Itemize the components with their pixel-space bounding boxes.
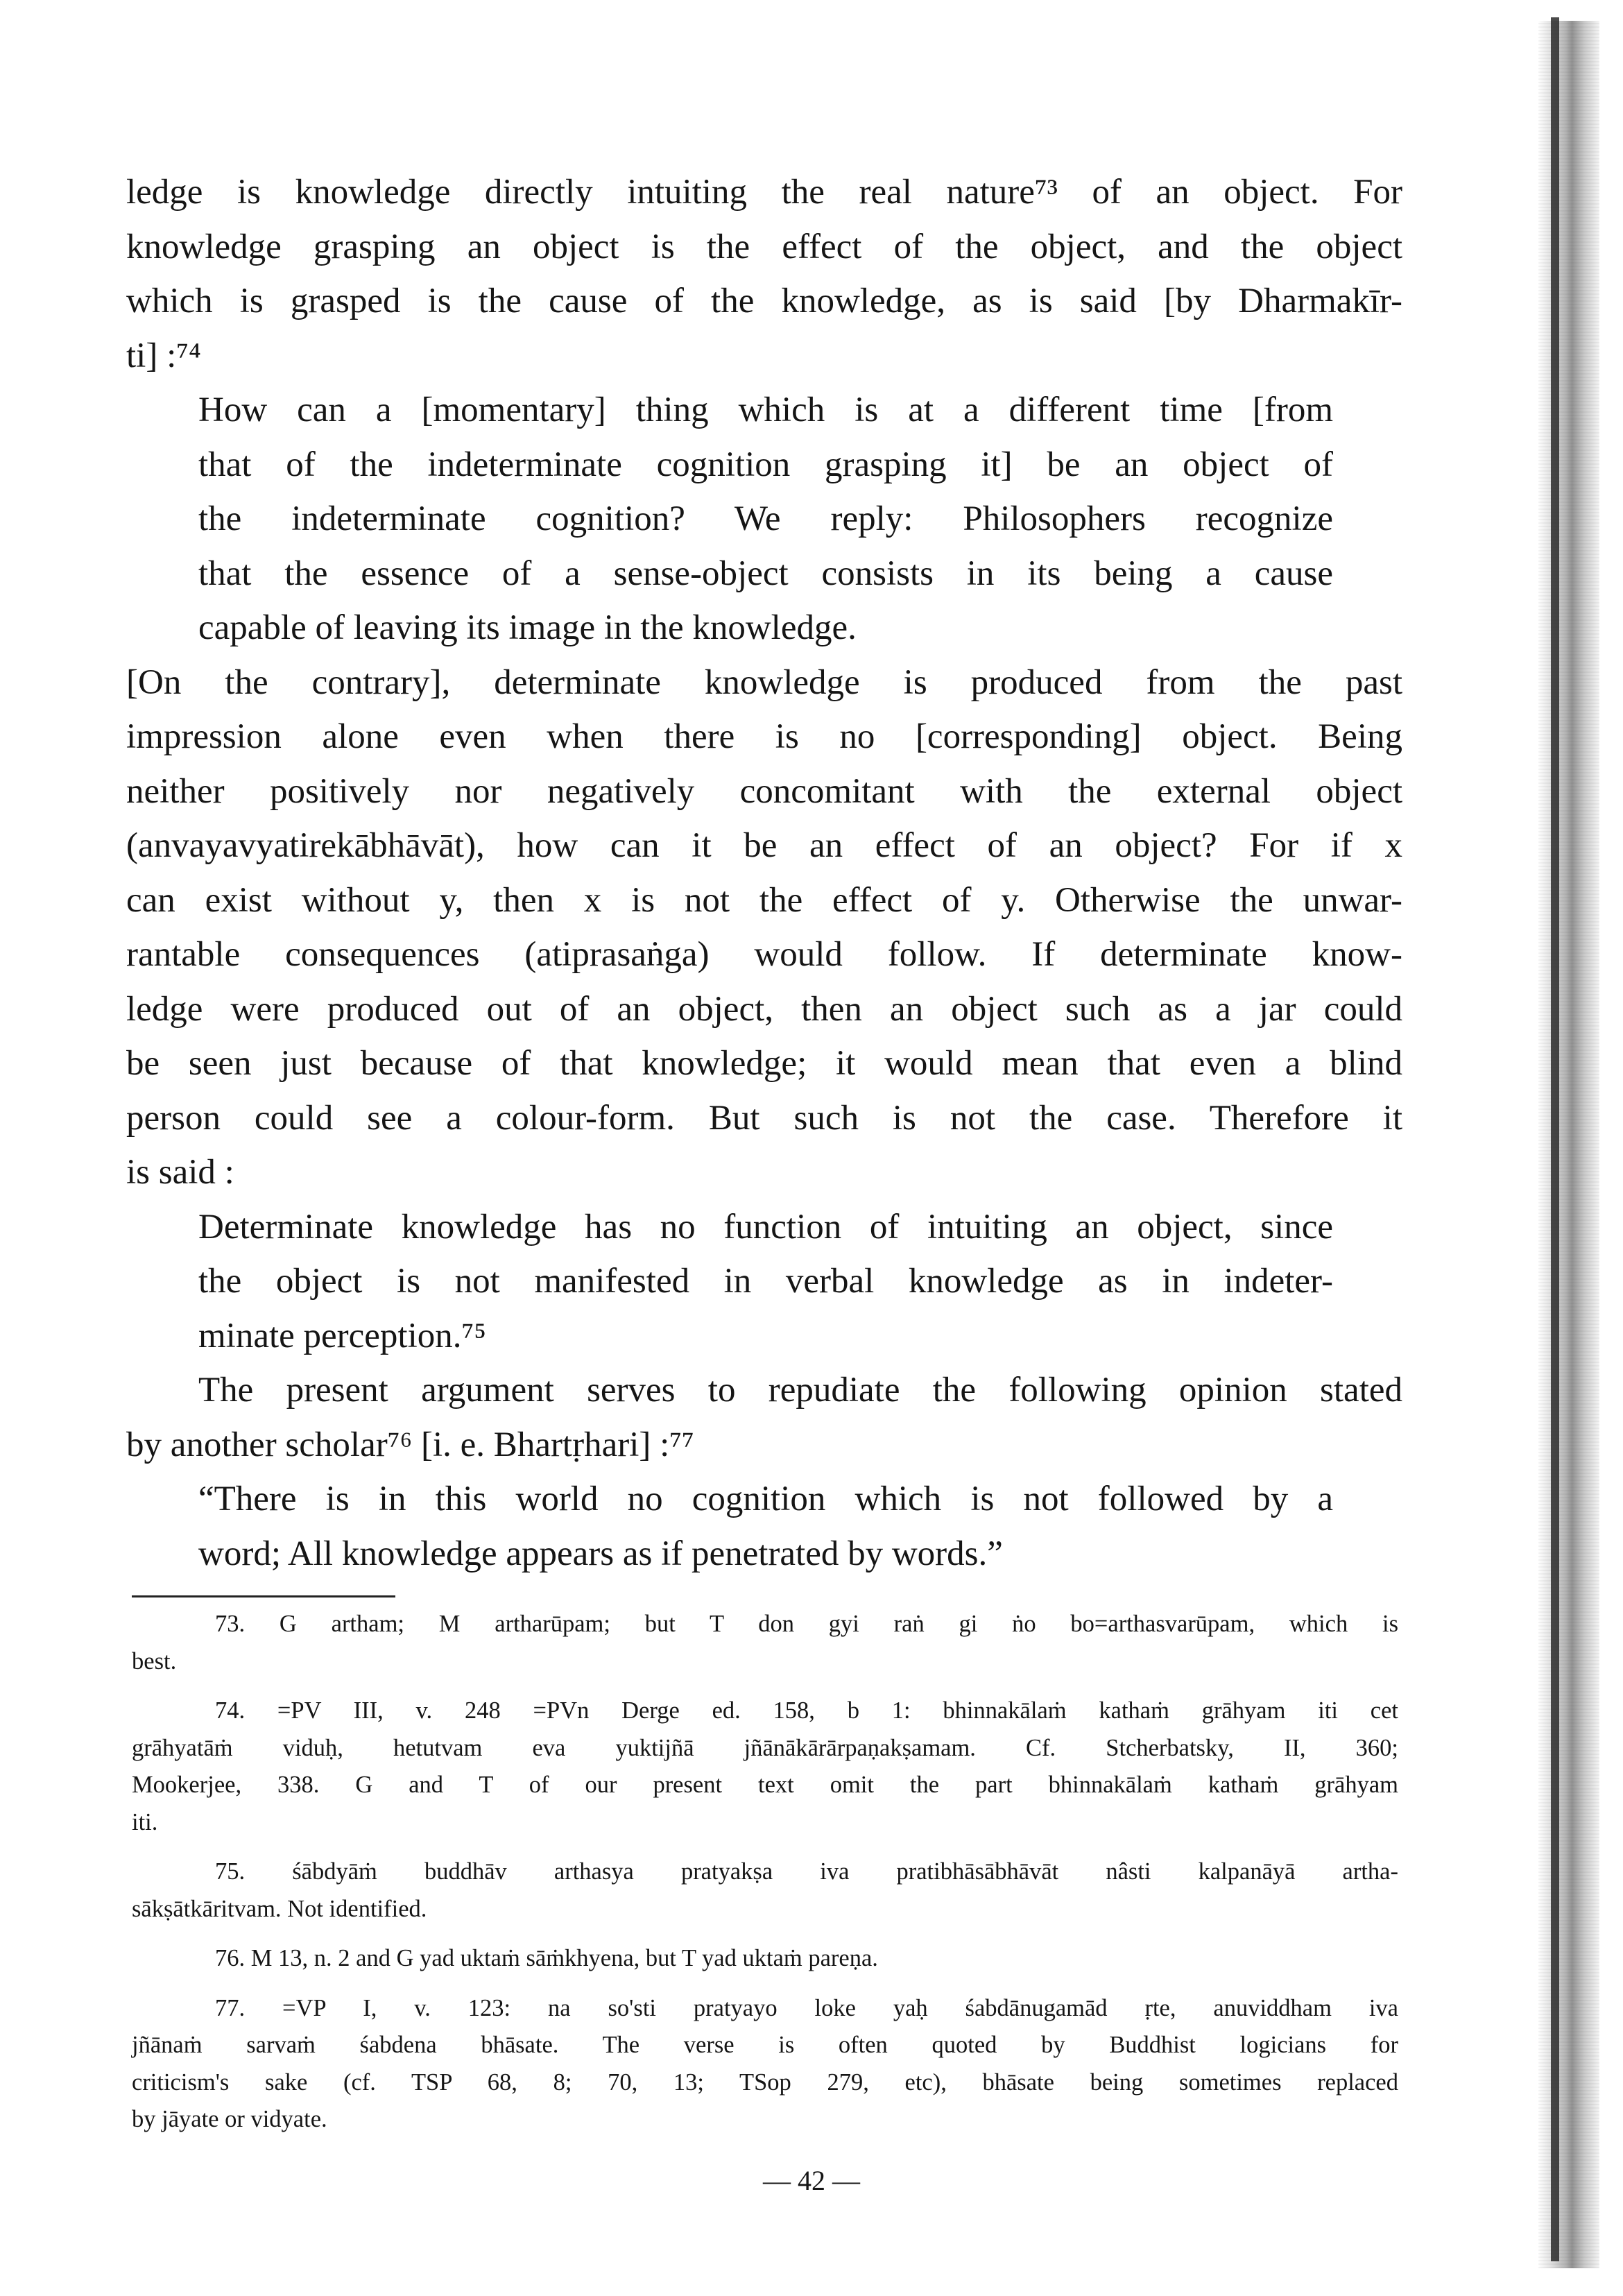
body-line: by another scholar⁷⁶ [i. e. Bhartṛhari] :⁷⁷: [126, 1425, 694, 1464]
body-line: can exist without y, then x is not the effect of y. Otherwise the unwar-: [126, 880, 1402, 920]
quote-line: that of the indeterminate cognition grasping it] be an object of: [198, 445, 1333, 484]
body-line: ledge is knowledge directly intuiting the real nature⁷³ of an object. For: [126, 173, 1402, 212]
body-line: which is grasped is the cause of the knowledge, as is said [by Dharmakīr-: [126, 282, 1402, 320]
quote-line: “There is in this world no cognition which is not followed by a: [198, 1480, 1333, 1518]
body-line: be seen just because of that knowledge; it would mean that even a blind: [126, 1044, 1402, 1083]
quote-line: word; All knowledge appears as if penetrated by words.”: [198, 1534, 1003, 1573]
quote-line: capable of leaving its image in the knowledge.: [198, 608, 857, 647]
footnote-line: 75. śābdyāṁ buddhāv arthasya pratyakṣa iva pratibhāsābhāvāt nâsti kalpanāyā artha-: [215, 1858, 1398, 1885]
body-line: rantable consequences (atiprasaṅga) would follow. If determinate know-: [126, 935, 1402, 974]
body-line: [On the contrary], determinate knowledge is produced from the past: [126, 662, 1402, 702]
footnote-line: jñānaṁ sarvaṁ śabdena bhāsate. The verse is often quoted by Buddhist logicians for: [132, 2032, 1398, 2058]
page-binding-edge: [1538, 21, 1599, 2268]
quote-line: Determinate knowledge has no function of intuiting an object, since: [198, 1207, 1333, 1246]
quote-line: minate perception.⁷⁵: [198, 1316, 487, 1355]
body-line: person could see a colour-form. But such is not the case. Therefore it: [126, 1098, 1402, 1138]
footnotes: [132, 1606, 1398, 2139]
footnote-line: 76. M 13, n. 2 and G yad uktaṁ sāṁkhyena, but T yad uktaṁ pareṇa.: [215, 1945, 878, 1971]
footnote-line: 77. =VP I, v. 123: na so'sti pratyayo loke yaḥ śabdānugamād ṛte, anuviddham iva: [215, 1994, 1398, 2021]
footnote-line: sākṣātkāritvam. Not identified.: [132, 1895, 427, 1922]
quote-line: the object is not manifested in verbal knowledge as in indeter-: [198, 1262, 1333, 1301]
body-line: (anvayavyatirekābhāvāt), how can it be an effect of an object? For if x: [126, 826, 1402, 865]
footnote-line: 74. =PV III, v. 248 =PVn Derge ed. 158, b 1: bhinnakālaṁ kathaṁ grāhyam iti cet: [215, 1697, 1398, 1724]
quote-line: How can a [momentary] thing which is at a different time [from: [198, 391, 1333, 429]
body-line: ti] :⁷⁴: [126, 336, 201, 375]
footnote-line: criticism's sake (cf. TSP 68, 8; 70, 13; TSop 279, etc), bhāsate being sometimes replaced: [132, 2068, 1398, 2096]
body-line: impression alone even when there is no [corresponding] object. Being: [126, 717, 1402, 756]
page-number: — 42 —: [763, 2165, 860, 2196]
body-line: ledge were produced out of an object, then an object such as a jar could: [126, 989, 1402, 1029]
page-binding-shadow: [1551, 17, 1559, 2261]
footnote-line: by jāyate or vidyate.: [132, 2106, 327, 2132]
footnote-line: 73. G artham; M artharūpam; but T don gyi raṅ gi ṅo bo=arthasvarūpam, which is: [215, 1611, 1398, 1637]
footnote-line: Mookerjee, 338. G and T of our present text omit the part bhinnakālaṁ kathaṁ grāhyam: [132, 1772, 1398, 1798]
footnote-line: grāhyatāṁ viduḥ, hetutvam eva yuktijñā jñānākārārpaṇakṣamam. Cf. Stcherbatsky, II, 360;: [132, 1734, 1398, 1761]
main-text: [126, 165, 1402, 1581]
footnote-separator: [132, 1595, 395, 1597]
footnote-line: iti.: [132, 1808, 158, 1835]
footnote-line: best.: [132, 1647, 177, 1674]
body-line: is said :: [126, 1153, 234, 1192]
body-line: The present argument serves to repudiate the following opinion stated: [198, 1371, 1402, 1410]
quote-line: the indeterminate cognition? We reply: Philosophers recognize: [198, 499, 1333, 538]
body-line: neither positively nor negatively concomitant with the external object: [126, 771, 1402, 811]
quote-line: that the essence of a sense-object consists in its being a cause: [198, 554, 1333, 593]
body-line: knowledge grasping an object is the effect of the object, and the object: [126, 227, 1402, 266]
